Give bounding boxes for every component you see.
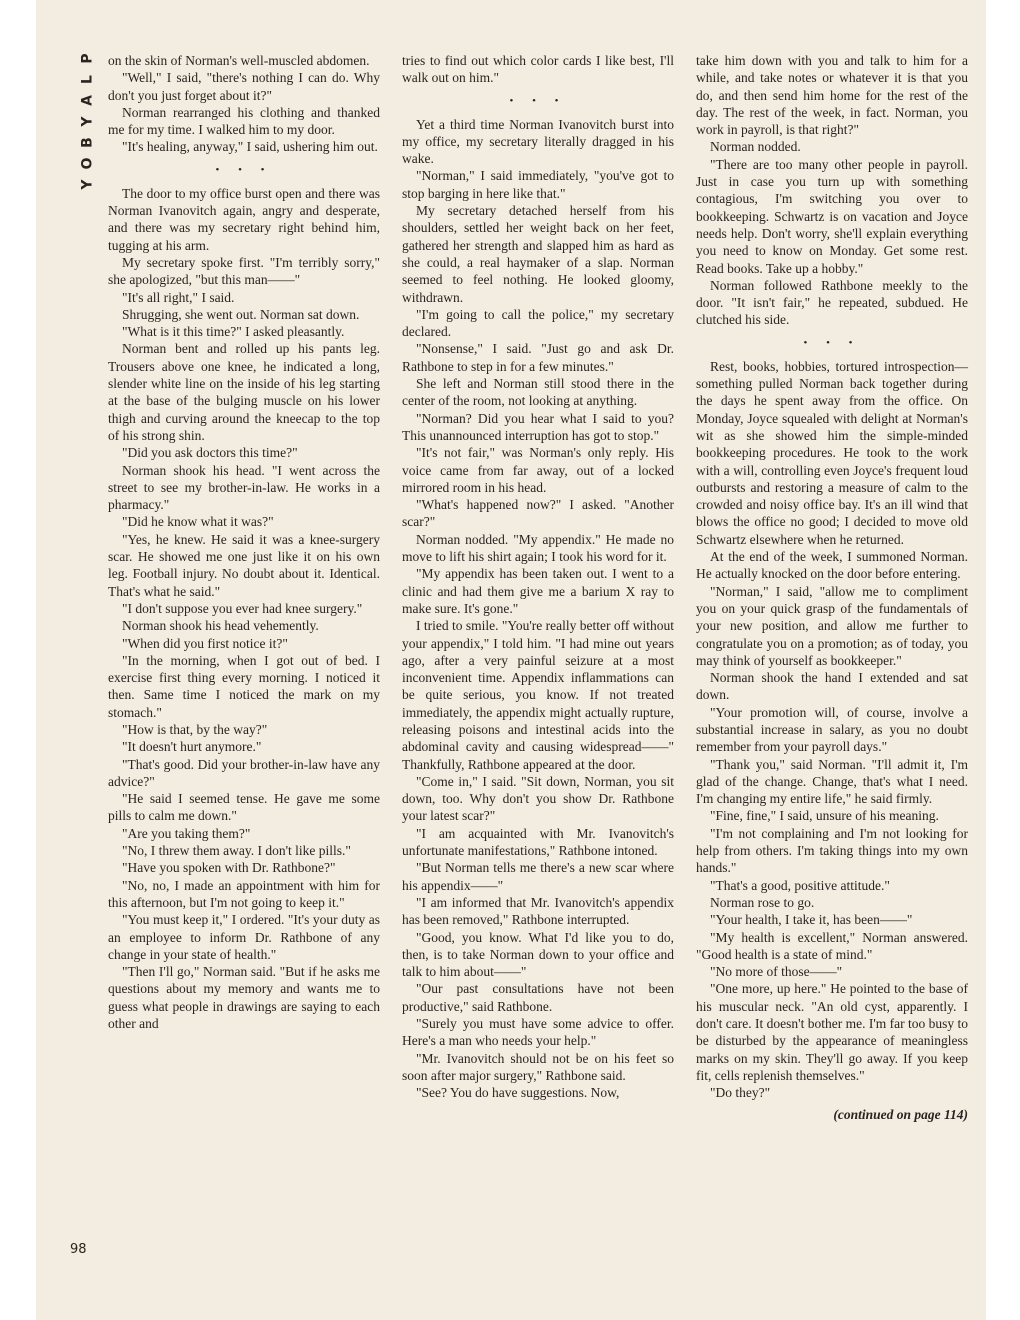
section-break: • • •	[215, 163, 273, 176]
paragraph: "In the morning, when I got out of bed. I exercise first thing every morning. I noticed it then. Same time I noticed the mark on my stomach."	[108, 652, 380, 720]
paragraph: "But Norman tells me there's a new scar where his appendix——"	[402, 860, 674, 893]
paragraph: take him down with you and talk to him for a while, and take notes or whatever it is that you do, and then send him home for the rest of the day. The rest of the week, in fact. Norman, you work in payroll, is that right?"	[696, 53, 968, 138]
paragraph: "No more of those——"	[710, 964, 843, 980]
paragraph: Shrugging, she went out. Norman sat down.	[122, 306, 360, 322]
masthead-letter: O	[79, 157, 96, 170]
page-number: 98	[70, 1242, 87, 1257]
magazine-page	[36, 0, 986, 1320]
paragraph: "Surely you must have some advice to offer. Here's a man who needs your help."	[402, 1016, 674, 1049]
paragraph: "Yes, he knew. He said it was a knee-surgery scar. He showed me one just like it on his own leg. Football injury. No doubt about it. Identical. That's what he said."	[108, 531, 380, 599]
section-break: • • •	[509, 94, 567, 107]
paragraph: Norman rose to go.	[710, 894, 815, 910]
paragraph: "Do they?"	[710, 1085, 771, 1101]
masthead-letter: Y	[79, 179, 96, 190]
paragraph: "Your promotion will, of course, involve a substantial increase in salary, as you no doubt remember from your payroll days."	[696, 704, 968, 755]
masthead-letter: L	[79, 75, 96, 84]
paragraph: "He said I seemed tense. He gave me some pills to calm me down."	[108, 791, 380, 824]
paragraph: "Norman? Did you hear what I said to you? This unannounced interruption has got to stop."	[402, 410, 674, 443]
paragraph: "Have you spoken with Dr. Rathbone?"	[122, 860, 336, 876]
paragraph: "Norman," I said, "allow me to compliment you on your quick grasp of the fundamentals of your new position, and allow me further to congratulate you on a promotion; as of today, you may think of yourself as bookkeeper."	[696, 583, 968, 668]
paragraph: "I am informed that Mr. Ivanovitch's appendix has been removed," Rathbone interrupted.	[402, 894, 674, 928]
paragraph: "It's healing, anyway," I said, ushering him out.	[122, 139, 378, 155]
paragraph: "How is that, by the way?"	[122, 721, 268, 737]
paragraph: "It's all right," I said.	[122, 289, 235, 305]
masthead-letter: A	[79, 95, 96, 106]
column-3	[696, 52, 968, 1123]
paragraph: Norman followed Rathbone meekly to the door. "It isn't fair," he repeated, subdued. He clutched his side.	[696, 277, 968, 328]
paragraph: I tried to smile. "You're really better off without your appendix," I told him. "I had mine out years ago, after a very painful seizure at a most inconvenient time. Appendix inflammations can be quite serious, you know. If not treated immediately, the appendix might actually rupture, releasing poisons and intestinal acids into the abdominal cavity and causing widespread——" Thankfully, Rathbone appeared at the door.	[402, 618, 674, 772]
paragraph: "Good, you know. What I'd like you to do, then, is to take Norman down to your office and talk to him about——"	[402, 929, 674, 980]
masthead-letter: B	[79, 137, 96, 148]
paragraph: "Your health, I take it, has been——"	[710, 912, 913, 928]
paragraph: "No, I threw them away. I don't like pills."	[122, 843, 351, 859]
paragraph: "Are you taking them?"	[122, 825, 251, 841]
paragraph: At the end of the week, I summoned Norman. He actually knocked on the door before entering.	[696, 549, 968, 582]
paragraph: "You must keep it," I ordered. "It's your duty as an employee to inform Dr. Rathbone of any change in your state of health."	[108, 912, 380, 962]
paragraph: "Fine, fine," I said, unsure of his meaning.	[710, 808, 939, 824]
paragraph: My secretary detached herself from his shoulders, settled her weight back on her feet, gathered her strength and slapped him as hard as she could, a real haymaker of a slap. Norman seemed to feel nothing. He looked gloomy, withdrawn.	[402, 203, 674, 305]
paragraph: on the skin of Norman's well-muscled abdomen.	[108, 53, 370, 68]
paragraph: "I'm not complaining and I'm not looking for help from others. I'm taking things into my own hands."	[696, 825, 968, 876]
paragraph: "It's not fair," was Norman's only reply. His voice came from far away, out of a locked mirrored room in his head.	[402, 445, 674, 495]
paragraph: "I don't suppose you ever had knee surgery."	[122, 600, 363, 616]
paragraph: "Well," I said, "there's nothing I can do. Why don't you just forget about it?"	[108, 70, 380, 103]
paragraph: "See? You do have suggestions. Now,	[416, 1085, 620, 1101]
paragraph: Norman shook the hand I extended and sat down.	[696, 670, 968, 703]
paragraph: Norman shook his head vehemently.	[122, 618, 319, 634]
paragraph: She left and Norman still stood there in the center of the room, not looking at anything.	[402, 376, 674, 409]
paragraph: Norman bent and rolled up his pants leg. Trousers above one knee, he indicated a long, slender white line on the inside of his leg starting at the base of the bulging muscle on his lower thigh and curving around the kneecap to the top of his strong shin.	[108, 341, 380, 443]
paragraph: "Our past consultations have not been productive," said Rathbone.	[402, 981, 674, 1014]
paragraph: "When did you first notice it?"	[122, 635, 288, 651]
paragraph: "My appendix has been taken out. I went to a clinic and had them give me a barium X ray to make sure. It's gone."	[402, 566, 674, 616]
continued-note: (continued on page 114)	[833, 1106, 968, 1122]
paragraph: "Nonsense," I said. "Just go and ask Dr. Rathbone to step in for a few minutes."	[402, 341, 674, 374]
paragraph: "It doesn't hurt anymore."	[122, 739, 262, 755]
paragraph: "Come in," I said. "Sit down, Norman, you sit down, too. Why don't you show Dr. Rathbone your latest scar?"	[402, 773, 674, 824]
paragraph: Norman nodded. "My appendix." He made no move to lift his shirt again; I took his word for it.	[402, 531, 674, 565]
paragraph: "Did you ask doctors this time?"	[122, 445, 298, 461]
paragraph: "What is it this time?" I asked pleasantly.	[122, 324, 345, 340]
paragraph: "One more, up here." He pointed to the base of his muscular neck. "An old cyst, apparently. I don't care. It doesn't bother me. I'm far too busy to be disturbed by the appearance of meaningless marks on my skin. They'll go away. If you keep fit, cells replenish themselves."	[696, 981, 968, 1083]
paragraph: "That's good. Did your brother-in-law have any advice?"	[108, 756, 380, 789]
column-1	[108, 52, 380, 1032]
paragraph: "That's a good, positive attitude."	[710, 877, 890, 893]
paragraph: The door to my office burst open and there was Norman Ivanovitch again, angry and desperate, and there was my secretary right behind him, tugging at his arm.	[108, 185, 380, 253]
paragraph: "There are too many other people in payroll. Just in case you turn up with something contagious, I'm switching you over to bookkeeping. Schwartz is on vacation and Joyce needs help. Don't worry, she'll explain everything you need to know on Monday. Get some rest. Read books. Take up a hobby."	[696, 156, 968, 276]
paragraph: "I'm going to call the police," my secretary declared.	[402, 306, 674, 340]
masthead	[78, 48, 98, 195]
section-break: • • •	[803, 336, 861, 349]
column-2	[402, 52, 674, 1102]
paragraph: tries to find out which color cards I like best, I'll walk out on him."	[402, 53, 674, 86]
paragraph: "I am acquainted with Mr. Ivanovitch's unfortunate manifestations," Rathbone intoned.	[402, 825, 674, 859]
paragraph: Norman rearranged his clothing and thanked me for my time. I walked him to my door.	[108, 104, 380, 138]
masthead-letter: P	[79, 53, 96, 64]
paragraph: "Did he know what it was?"	[122, 514, 274, 530]
paragraph: "No, no, I made an appointment with him for this afternoon, but I'm not going to keep it."	[108, 877, 380, 910]
paragraph: My secretary spoke first. "I'm terribly sorry," she apologized, "but this man——"	[108, 254, 380, 288]
paragraph: "Thank you," said Norman. "I'll admit it, I'm glad of the change. Change, that's what I need. I'm changing my entire life," he said firmly.	[696, 756, 968, 807]
paragraph: Norman shook his head. "I went across the street to see my brother-in-law. He works in a pharmacy."	[108, 462, 380, 513]
paragraph: "Then I'll go," Norman said. "But if he asks me questions about my memory and wants me to guess what people in drawings are saying to each other and	[108, 964, 380, 1032]
paragraph: "What's happened now?" I asked. "Another scar?"	[402, 497, 674, 530]
paragraph: "My health is excellent," Norman answered. "Good health is a state of mind."	[696, 929, 968, 962]
masthead-letter: Y	[79, 116, 96, 127]
paragraph: Rest, books, hobbies, tortured introspection—something pulled Norman back together during the days he spent away from the office. On Monday, Joyce squealed with delight at Norman's wit as she showed him the simple-minded bookkeeping procedures. He took to the work with a will, controlling even Joyce's frequent loud outbursts and restoring a measure of calm to the crowded and noisy office bay. It's an ill wind that blows the office no good; I decided to move old Schwartz elsewhere when he returned.	[696, 358, 968, 547]
paragraph: Norman nodded.	[710, 139, 801, 155]
paragraph: Yet a third time Norman Ivanovitch burst into my office, my secretary literally dragged in his wake.	[402, 116, 674, 167]
paragraph: "Norman," I said immediately, "you've got to stop barging in here like that."	[402, 168, 674, 201]
paragraph: "Mr. Ivanovitch should not be on his feet so soon after major surgery," Rathbone said.	[402, 1050, 674, 1083]
